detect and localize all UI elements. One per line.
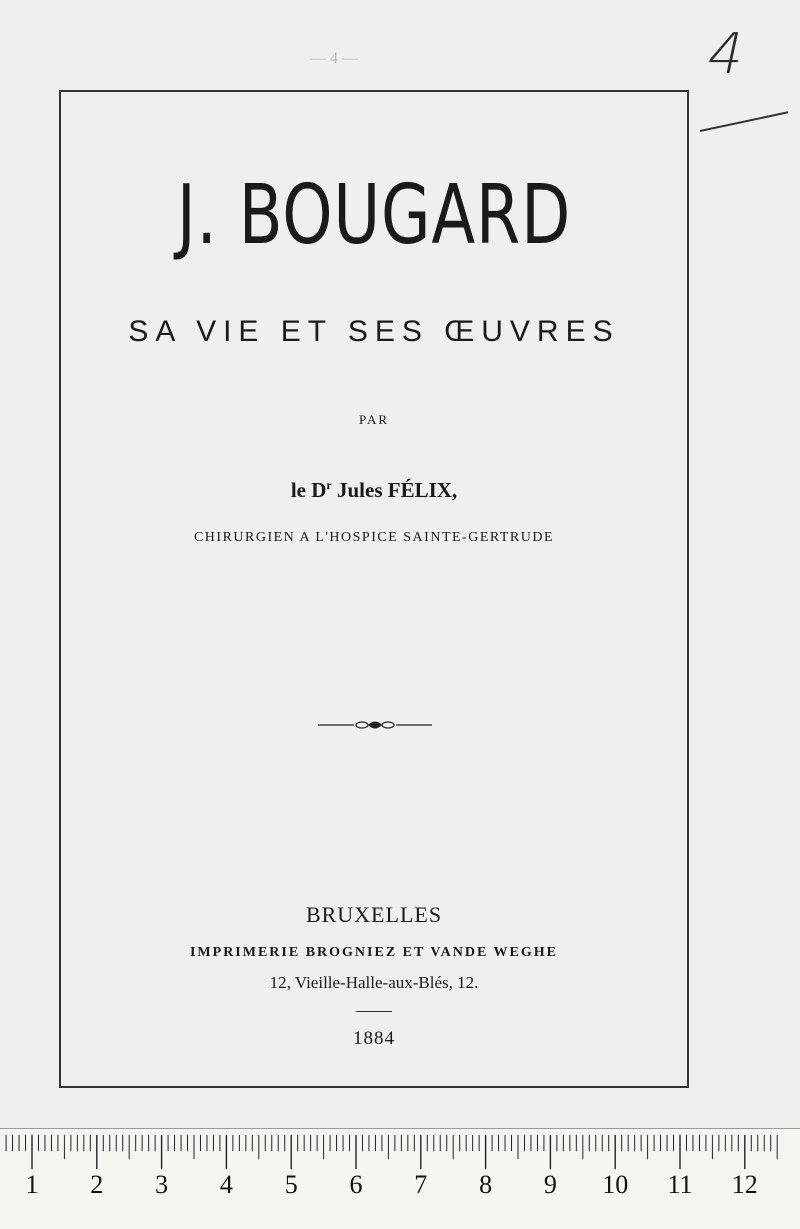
ruler-label: 7 <box>414 1170 428 1199</box>
ruler-label: 8 <box>479 1170 493 1199</box>
ruler-label: 12 <box>731 1170 758 1199</box>
ruler-label: 2 <box>90 1170 104 1199</box>
ruler-label: 6 <box>349 1170 363 1199</box>
book-subtitle: SA VIE ET SES ŒUVRES <box>128 315 620 348</box>
ruler-label: 5 <box>284 1170 298 1199</box>
publisher-city: BRUXELLES <box>305 902 443 927</box>
bleed-through-header: — 4 — <box>310 50 358 67</box>
ruler-label: 3 <box>155 1170 169 1199</box>
publisher-address: 12, Vieille-Halle-aux-Blés, 12. <box>269 973 479 992</box>
publisher-printer: IMPRIMERIE BROGNIEZ ET VANDE WEGHE <box>189 945 559 960</box>
year-dash <box>356 1011 392 1012</box>
book-title: J. BOUGARD <box>176 168 572 263</box>
ornament-divider-icon <box>318 719 432 731</box>
author-prefix-sup: r <box>326 478 332 492</box>
ruler-label: 1 <box>25 1170 39 1199</box>
author-line <box>59 478 689 503</box>
author-position: CHIRURGIEN A L'HOSPICE SAINTE-GERTRUDE <box>193 530 555 545</box>
ruler-label: 11 <box>667 1170 693 1199</box>
ruler-label: 10 <box>602 1170 629 1199</box>
publication-year: 1884 <box>353 1028 395 1049</box>
handwritten-page-number: 4 <box>701 22 751 87</box>
by-label: PAR <box>358 412 390 427</box>
author-name: Jules FÉLIX, <box>331 478 458 502</box>
author-prefix: le D <box>290 478 327 502</box>
ruler-label: 4 <box>219 1170 233 1199</box>
ruler-label: 9 <box>543 1170 557 1199</box>
